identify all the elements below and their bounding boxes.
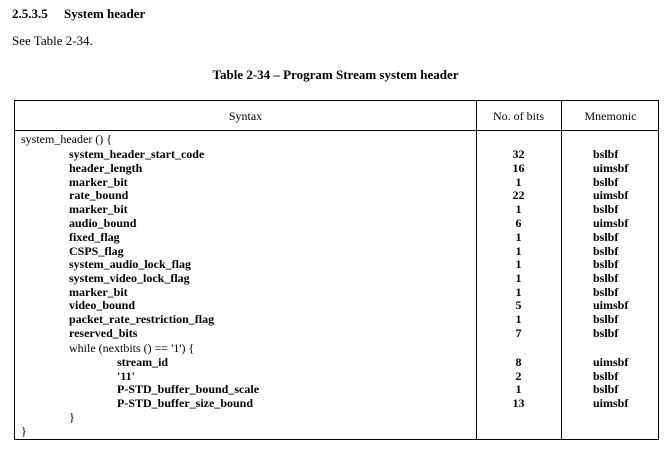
table-row	[15, 188, 658, 202]
column-header-syntax: Syntax	[228, 109, 263, 123]
syntax-cell: while (nextbits () == '1') {	[69, 341, 195, 355]
mnemonic-cell: bslbf	[593, 285, 619, 299]
mnemonic-cell: bslbf	[593, 175, 619, 189]
table-row	[15, 424, 658, 438]
table-caption: Table 2-34 – Program Stream system header	[212, 67, 459, 82]
intro-text: See Table 2-34.	[12, 33, 93, 48]
bits-cell: 2	[515, 369, 522, 383]
header-divider	[15, 130, 658, 131]
table-row	[15, 257, 658, 271]
table-row	[15, 132, 658, 146]
syntax-cell: fixed_flag	[69, 230, 120, 244]
bits-cell: 1	[515, 175, 522, 189]
mnemonic-cell: bslbf	[593, 271, 619, 285]
section-heading	[12, 6, 145, 22]
bits-cell: 1	[515, 312, 522, 326]
syntax-cell: reserved_bits	[69, 326, 138, 340]
table-row	[15, 382, 658, 396]
bits-cell: 1	[515, 202, 522, 216]
syntax-cell: }	[21, 424, 27, 438]
table-row	[15, 161, 658, 175]
bits-cell: 1	[515, 244, 522, 258]
section-number: 2.5.3.5	[12, 6, 48, 21]
column-header-bits: No. of bits	[493, 109, 544, 123]
syntax-cell: rate_bound	[69, 188, 129, 202]
syntax-cell: }	[69, 410, 75, 424]
syntax-cell: header_length	[69, 161, 143, 175]
syntax-cell: '11'	[117, 369, 136, 383]
table-row	[15, 355, 658, 369]
table-row	[15, 298, 658, 312]
syntax-cell: system_header () {	[21, 132, 113, 146]
table-row	[15, 147, 658, 161]
syntax-cell: P-STD_buffer_bound_scale	[117, 382, 260, 396]
mnemonic-cell: uimsbf	[593, 161, 629, 175]
mnemonic-cell: bslbf	[593, 202, 619, 216]
mnemonic-cell: uimsbf	[593, 298, 629, 312]
bits-cell: 1	[515, 382, 522, 396]
table-row	[15, 312, 658, 326]
bits-cell: 22	[512, 188, 525, 202]
syntax-cell: marker_bit	[69, 175, 128, 189]
syntax-cell: system_video_lock_flag	[69, 271, 190, 285]
bits-cell: 5	[515, 298, 522, 312]
section-title: System header	[64, 6, 146, 21]
table-row	[15, 230, 658, 244]
bits-cell: 32	[512, 147, 525, 161]
bits-cell: 6	[515, 216, 522, 230]
table-row	[15, 285, 658, 299]
table-row	[15, 175, 658, 189]
syntax-cell: system_audio_lock_flag	[69, 257, 192, 271]
table-row	[15, 369, 658, 383]
syntax-cell: CSPS_flag	[69, 244, 124, 258]
mnemonic-cell: bslbf	[593, 382, 619, 396]
mnemonic-cell: uimsbf	[593, 396, 629, 410]
syntax-cell: packet_rate_restriction_flag	[69, 312, 215, 326]
bits-cell: 13	[512, 396, 525, 410]
table-row	[15, 326, 658, 340]
bits-cell: 1	[515, 230, 522, 244]
mnemonic-cell: bslbf	[593, 369, 619, 383]
column-header-mnemonic: Mnemonic	[584, 109, 637, 123]
table-row	[15, 410, 658, 424]
mnemonic-cell: uimsbf	[593, 188, 629, 202]
table-row	[15, 216, 658, 230]
mnemonic-cell: uimsbf	[593, 216, 629, 230]
mnemonic-cell: bslbf	[593, 312, 619, 326]
syntax-cell: video_bound	[69, 298, 136, 312]
bits-cell: 16	[512, 161, 525, 175]
mnemonic-cell: bslbf	[593, 257, 619, 271]
table-row	[15, 202, 658, 216]
syntax-cell: audio_bound	[69, 216, 137, 230]
syntax-cell: P-STD_buffer_size_bound	[117, 396, 254, 410]
table-row	[15, 341, 658, 355]
table-row	[15, 396, 658, 410]
table-row	[15, 271, 658, 285]
mnemonic-cell: uimsbf	[593, 355, 629, 369]
mnemonic-cell: bslbf	[593, 326, 619, 340]
syntax-cell: marker_bit	[69, 285, 128, 299]
mnemonic-cell: bslbf	[593, 230, 619, 244]
syntax-cell: system_header_start_code	[69, 147, 205, 161]
syntax-table	[14, 100, 659, 440]
syntax-cell: marker_bit	[69, 202, 128, 216]
mnemonic-cell: bslbf	[593, 147, 619, 161]
mnemonic-cell: bslbf	[593, 244, 619, 258]
bits-cell: 1	[515, 271, 522, 285]
syntax-cell: stream_id	[117, 355, 169, 369]
bits-cell: 8	[515, 355, 522, 369]
bits-cell: 7	[515, 326, 522, 340]
table-row	[15, 244, 658, 258]
bits-cell: 1	[515, 285, 522, 299]
bits-cell: 1	[515, 257, 522, 271]
